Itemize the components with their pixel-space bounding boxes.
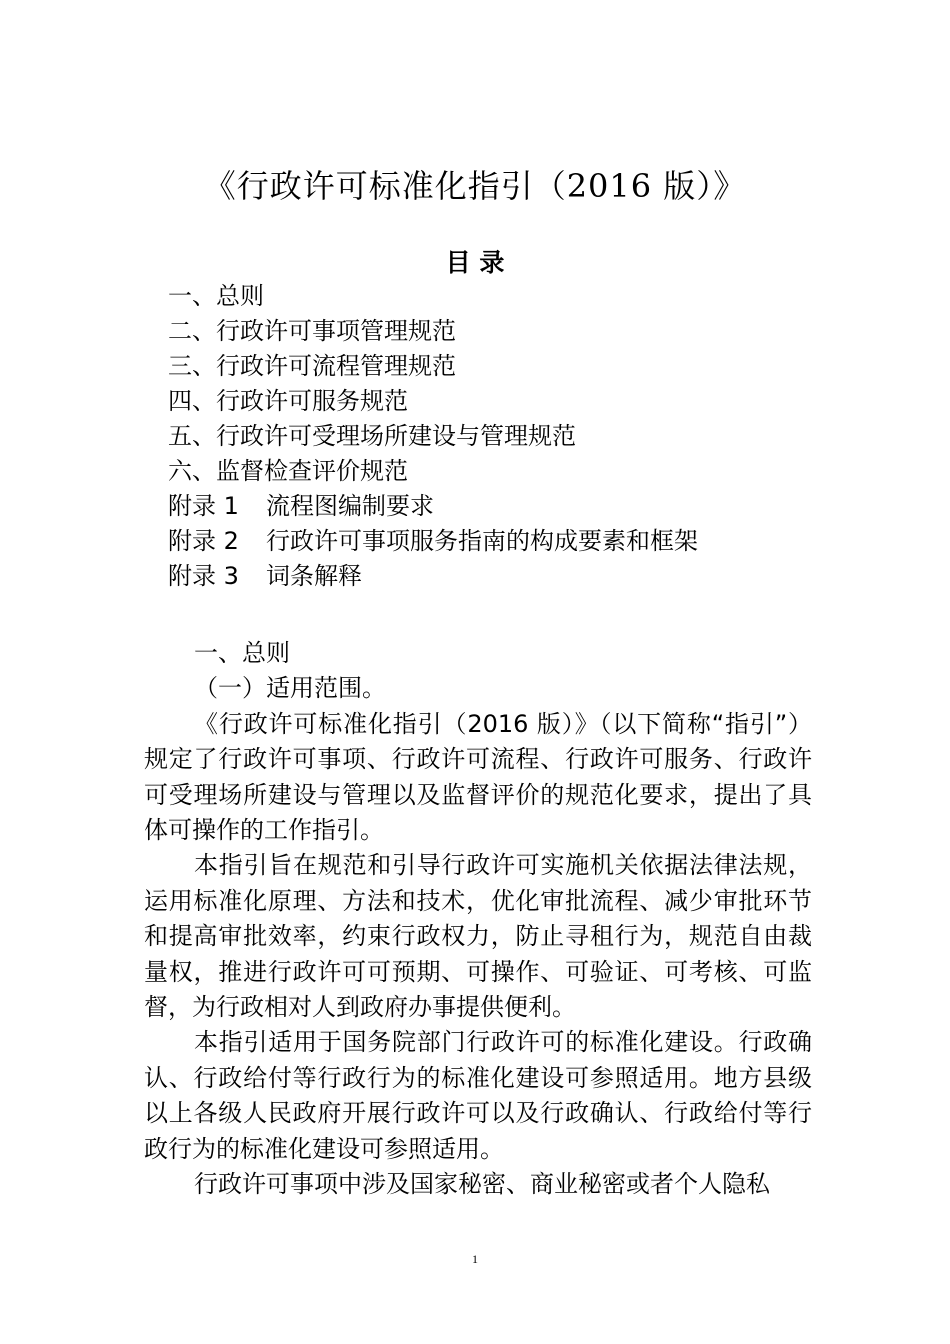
toc-appendix-item[interactable] [168,559,698,594]
toc-item[interactable] [168,454,698,489]
toc-item-label: 流程图编制要求 [266,492,434,520]
document-body [144,636,812,1203]
toc-item[interactable] [168,314,698,349]
toc-item-label: 二、行政许可事项管理规范 [168,317,456,345]
toc-item-label: 六、监督检查评价规范 [168,457,408,485]
section-heading: 一、总则 [194,639,290,667]
toc-item-label: 词条解释 [266,562,362,590]
toc-appendix-item[interactable] [168,524,698,559]
toc-item[interactable] [168,279,698,314]
subsection-heading: （一）适用范围。 [194,674,386,703]
body-paragraph: 本指引旨在规范和引导行政许可实施机关依据法律法规，运用标准化原理、方法和技术，优化审批流程、减少审批环节和提高审批效率，约束行政权力，防止寻租行为，规范自由裁量权，推进行政许可可预期、可操作、可验证、可考核、可监督，为行政相对人到政府办事提供便利。 [144,851,812,1022]
body-paragraph: 《行政许可标准化指引（2016 版）》（以下简称“指引”）规定了行政许可事项、行政许可流程、行政许可服务、行政许可受理场所建设与管理以及监督评价的规范化要求，提出了具体可操作的工作指引。 [144,709,812,845]
toc-item[interactable] [168,349,698,384]
document-title: 《行政许可标准化指引（2016 版）》 [203,167,747,205]
toc-item[interactable] [168,384,698,419]
page-number: 1 [472,1252,478,1266]
toc-appendix-item[interactable] [168,489,698,524]
toc-item-label: 五、行政许可受理场所建设与管理规范 [168,422,576,450]
toc-item-label: 三、行政许可流程管理规范 [168,352,456,380]
toc-item-label: 一、总则 [168,282,264,310]
toc-appendix-number: 附录 1 [168,492,239,520]
toc-item[interactable] [168,419,698,454]
toc-appendix-number: 附录 2 [168,527,239,555]
toc-heading: 目 录 [445,248,505,277]
toc-item-label: 四、行政许可服务规范 [168,387,408,415]
toc-appendix-number: 附录 3 [168,562,239,590]
body-paragraph: 行政许可事项中涉及国家秘密、商业秘密或者个人隐私 [194,1170,770,1199]
table-of-contents [168,279,698,594]
toc-item-label: 行政许可事项服务指南的构成要素和框架 [266,527,698,555]
body-paragraph: 本指引适用于国务院部门行政许可的标准化建设。行政确认、行政给付等行政行为的标准化建设可参照适用。地方县级以上各级人民政府开展行政许可以及行政确认、行政给付等行政行为的标准化建设可参照适用。 [144,1028,812,1163]
